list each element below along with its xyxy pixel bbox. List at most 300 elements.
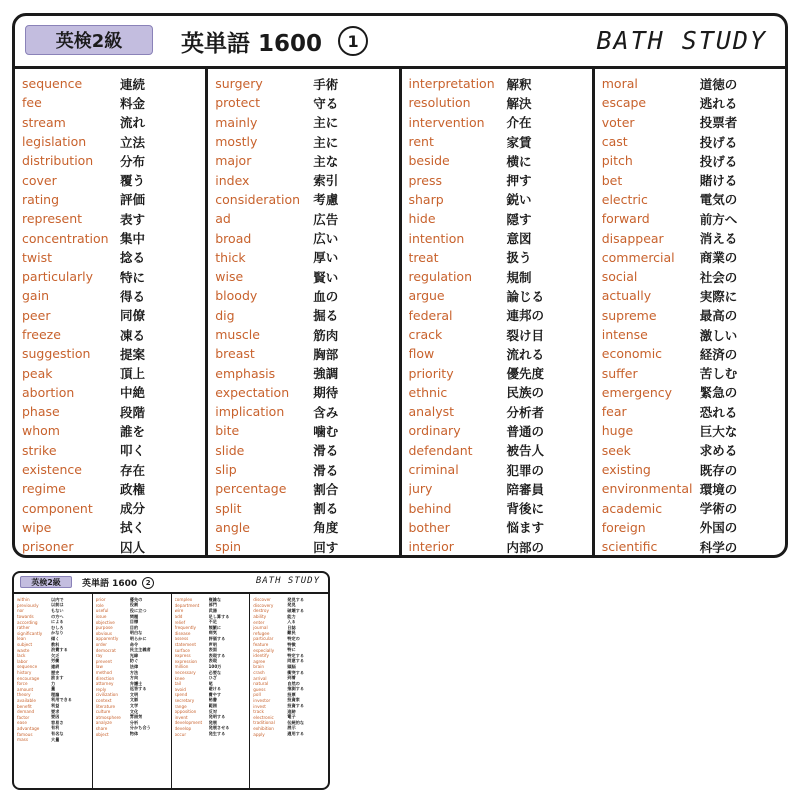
japanese-meaning: 扱う	[506, 250, 532, 266]
word-columns	[14, 594, 328, 788]
english-word: ability	[253, 614, 267, 620]
level-badge: 英検2級	[20, 576, 72, 588]
word-entry	[22, 286, 199, 305]
english-word: guess	[253, 686, 266, 692]
word-entry	[602, 113, 779, 132]
japanese-meaning: 経済の	[699, 346, 738, 362]
japanese-meaning: 欠乏	[51, 652, 60, 658]
english-word: share	[95, 725, 108, 731]
japanese-meaning: 文化	[129, 708, 139, 714]
word-entry	[22, 441, 199, 460]
word-entry	[253, 731, 325, 737]
word-entry	[22, 537, 199, 556]
word-entry	[215, 325, 392, 344]
word-entry	[96, 731, 168, 737]
japanese-meaning: 索引	[313, 173, 339, 189]
english-word: ordinary	[408, 423, 461, 439]
word-entry	[409, 306, 586, 325]
english-word: apparently	[95, 636, 119, 642]
english-word: slide	[215, 442, 245, 458]
english-word: track	[253, 709, 264, 715]
word-entry	[22, 402, 199, 421]
japanese-meaning: 必要な	[208, 669, 222, 675]
word-entry	[215, 383, 392, 402]
japanese-meaning: 道徳の	[699, 76, 738, 92]
japanese-meaning: 容易さ	[51, 719, 64, 725]
word-entry	[602, 344, 779, 363]
word-entry	[602, 151, 779, 170]
japanese-meaning: 日誌	[287, 624, 296, 630]
word-entry	[409, 248, 586, 267]
word-entry	[602, 537, 779, 556]
english-word: crash	[253, 670, 265, 676]
word-entry	[602, 460, 779, 479]
japanese-meaning: 表面	[208, 647, 217, 653]
japanese-meaning: 噛む	[313, 423, 339, 439]
word-entry	[22, 190, 199, 209]
japanese-meaning: むしろ	[51, 624, 64, 630]
word-entry	[215, 306, 392, 325]
word-entry	[602, 421, 779, 440]
english-word: scientific	[601, 539, 658, 555]
japanese-meaning: 優先の	[129, 596, 143, 602]
english-word: economic	[601, 346, 663, 362]
english-word: relief	[174, 619, 186, 625]
word-entry	[22, 113, 199, 132]
english-word: beside	[408, 153, 450, 169]
english-word: fear	[601, 404, 627, 420]
english-word: analyze	[95, 720, 112, 726]
japanese-meaning: 理論	[51, 691, 60, 697]
english-word: necessary	[174, 670, 196, 676]
word-entry	[602, 248, 779, 267]
english-word: available	[17, 697, 36, 703]
word-entry	[215, 441, 392, 460]
japanese-meaning: 不足	[208, 619, 217, 625]
word-entry	[409, 383, 586, 402]
japanese-meaning: 立法	[120, 134, 146, 150]
english-word: add	[174, 614, 183, 620]
english-word: electronic	[253, 714, 274, 720]
word-entry	[215, 151, 392, 170]
word-entry	[409, 93, 586, 112]
english-word: encourage	[17, 675, 40, 681]
english-word: secretary	[174, 697, 195, 703]
japanese-meaning: 段階	[120, 404, 146, 420]
english-word: existence	[22, 462, 82, 478]
japanese-meaning: 以内で	[51, 596, 64, 602]
english-word: escape	[601, 95, 647, 111]
english-word: abortion	[22, 384, 75, 400]
japanese-meaning: 囚人	[120, 539, 146, 555]
word-entry	[602, 363, 779, 382]
japanese-meaning: 隠す	[506, 211, 532, 227]
word-entry	[22, 479, 199, 498]
english-word: distribution	[22, 153, 94, 169]
japanese-meaning: 鋭い	[506, 192, 532, 208]
japanese-meaning: 特定する	[287, 652, 305, 658]
word-entry	[602, 93, 779, 112]
japanese-meaning: 論じる	[506, 288, 545, 304]
japanese-meaning: 励ます	[51, 675, 64, 681]
japanese-meaning: もない	[51, 607, 64, 613]
english-word: refugee	[253, 630, 270, 636]
english-word: surface	[174, 647, 190, 653]
word-entry	[215, 74, 392, 93]
japanese-meaning: 分かち合う	[129, 725, 151, 731]
japanese-meaning: 投票	[287, 691, 296, 697]
english-word: dig	[215, 307, 235, 323]
japanese-meaning: 電気の	[699, 192, 738, 208]
word-entry	[602, 499, 779, 518]
english-word: factor	[17, 714, 30, 720]
sheet-title	[82, 575, 154, 590]
word-entry	[215, 537, 392, 556]
japanese-meaning: 返答する	[129, 686, 147, 692]
word-entry	[215, 402, 392, 421]
english-word: intense	[601, 327, 648, 342]
english-word: role	[95, 602, 104, 608]
english-word: major	[215, 153, 252, 169]
japanese-meaning: 入る	[287, 619, 296, 625]
english-word: slip	[215, 462, 237, 478]
japanese-meaning: 役に立つ	[129, 607, 147, 613]
japanese-meaning: 犯罪の	[506, 462, 545, 478]
english-word: traditional	[253, 720, 275, 726]
english-word: breast	[215, 346, 255, 362]
english-word: bother	[408, 519, 450, 535]
japanese-meaning: 発明する	[208, 714, 226, 720]
japanese-meaning: 連邦の	[506, 308, 545, 324]
japanese-meaning: 頻繁に	[208, 624, 222, 630]
english-word: criminal	[408, 462, 459, 478]
english-word: muscle	[215, 327, 260, 342]
word-entry	[409, 441, 586, 460]
japanese-meaning: 自然の	[287, 680, 300, 686]
word-entry	[409, 499, 586, 518]
english-word: fee	[22, 95, 42, 111]
english-word: atmosphere	[95, 714, 121, 720]
japanese-meaning: 消える	[699, 231, 738, 247]
english-word: within	[17, 597, 30, 603]
english-word: peer	[22, 307, 51, 323]
sheet-header	[14, 573, 328, 594]
japanese-meaning: 規制	[506, 269, 532, 285]
japanese-meaning: 押す	[506, 173, 532, 189]
japanese-meaning: 目標	[129, 619, 139, 625]
english-word: analyst	[408, 404, 455, 420]
english-word: spend	[174, 692, 188, 698]
japanese-meaning: 割合	[313, 481, 339, 497]
japanese-meaning: 厚い	[313, 250, 339, 266]
english-word: wise	[215, 269, 244, 285]
japanese-meaning: 同意する	[287, 658, 305, 664]
japanese-meaning: 巨大な	[699, 423, 738, 439]
english-word: bet	[601, 172, 623, 188]
japanese-meaning: 解決	[506, 95, 532, 111]
japanese-meaning: 同僚	[120, 308, 146, 324]
english-word: civilization	[95, 692, 118, 698]
english-word: assess	[174, 636, 189, 642]
english-word: labor	[17, 658, 28, 664]
japanese-meaning: 主な	[313, 153, 339, 169]
japanese-meaning: 方法	[129, 669, 139, 675]
japanese-meaning: 求める	[699, 443, 738, 459]
word-entry	[215, 170, 392, 189]
english-word: brain	[253, 664, 265, 670]
japanese-meaning: 破壊する	[287, 607, 305, 613]
japanese-meaning: 分布	[120, 153, 146, 169]
japanese-meaning: 連続	[120, 76, 146, 92]
japanese-meaning: 特徴	[287, 641, 296, 647]
japanese-meaning: 光線	[129, 652, 139, 658]
word-column	[399, 69, 592, 555]
word-entry	[602, 325, 779, 344]
japanese-meaning: 存在	[120, 462, 146, 478]
japanese-meaning: 伝統的な	[287, 719, 305, 725]
japanese-meaning: 掘る	[313, 308, 339, 324]
word-entry	[602, 286, 779, 305]
word-entry	[215, 93, 392, 112]
word-entry	[215, 460, 392, 479]
word-entry	[602, 267, 779, 286]
japanese-meaning: 評価	[120, 192, 146, 208]
brand-logo: BATH STUDY	[255, 576, 320, 586]
english-word: expression	[174, 658, 198, 664]
japanese-meaning: による	[51, 619, 64, 625]
japanese-meaning: 武器	[208, 607, 217, 613]
japanese-meaning: 表す	[120, 211, 146, 227]
japanese-meaning: 明白な	[129, 630, 143, 636]
english-word: complex	[174, 597, 193, 603]
japanese-meaning: 回す	[313, 539, 339, 555]
brand-logo: BATH STUDY	[596, 26, 767, 55]
english-word: sequence	[17, 664, 38, 670]
english-word: component	[22, 500, 93, 516]
japanese-meaning: 学術の	[699, 501, 738, 517]
english-word: discovery	[253, 602, 274, 608]
word-entry	[22, 132, 199, 151]
word-entry	[215, 499, 392, 518]
japanese-meaning: 背後に	[506, 501, 545, 517]
word-entry	[175, 731, 247, 737]
japanese-meaning: 意図	[506, 231, 532, 247]
english-word: emphasis	[215, 365, 276, 381]
japanese-meaning: 役割	[129, 602, 139, 608]
japanese-meaning: 歴史	[51, 669, 60, 675]
japanese-meaning: の方へ	[51, 613, 64, 619]
english-word: benefit	[17, 703, 32, 709]
english-word: objective	[95, 619, 115, 625]
word-entry	[409, 286, 586, 305]
english-word: suffer	[601, 365, 638, 381]
japanese-meaning: 賢い	[313, 269, 339, 285]
english-word: order	[95, 642, 107, 648]
word-entry	[409, 132, 586, 151]
japanese-meaning: 100万	[208, 663, 222, 669]
english-word: behind	[408, 500, 452, 516]
word-entry	[602, 383, 779, 402]
english-word: ethnic	[408, 384, 448, 400]
word-entry	[409, 460, 586, 479]
english-word: forward	[601, 211, 650, 227]
vocab-sheet-2-thumbnail[interactable]	[12, 571, 330, 790]
word-entry	[22, 421, 199, 440]
japanese-meaning: 目的	[129, 624, 139, 630]
japanese-meaning: 能力	[287, 613, 296, 619]
english-word: freeze	[22, 327, 61, 342]
japanese-meaning: 誰を	[120, 423, 146, 439]
english-word: spin	[215, 539, 242, 555]
english-word: broad	[215, 230, 252, 246]
japanese-meaning: 秘書	[208, 697, 217, 703]
japanese-meaning: ひざ	[208, 675, 217, 681]
english-word: argue	[408, 288, 445, 304]
japanese-meaning: 含み	[313, 404, 339, 420]
english-word: expectation	[215, 384, 290, 400]
word-entry	[409, 402, 586, 421]
english-word: seek	[601, 442, 631, 458]
japanese-meaning: 前方へ	[699, 211, 738, 227]
word-entry	[215, 113, 392, 132]
japanese-meaning: 法律	[129, 663, 139, 669]
english-word: literature	[95, 703, 116, 709]
japanese-meaning: 命令	[129, 641, 139, 647]
english-word: exhibition	[253, 725, 274, 731]
sheet-number: 1	[338, 26, 368, 56]
english-word: nor	[17, 608, 24, 614]
japanese-meaning: 頭脳	[287, 663, 296, 669]
word-entry	[215, 248, 392, 267]
english-word: opposition	[174, 709, 197, 715]
japanese-meaning: 広告	[313, 211, 339, 227]
word-entry	[409, 344, 586, 363]
word-entry	[22, 170, 199, 189]
english-word: percentage	[215, 481, 287, 497]
word-entry	[602, 228, 779, 247]
sheet-header	[15, 16, 785, 69]
english-word: supreme	[601, 307, 657, 323]
japanese-meaning: 発見する	[287, 596, 305, 602]
japanese-meaning: 投資家	[287, 697, 300, 703]
english-word: prisoner	[22, 539, 74, 555]
japanese-meaning: 成分	[120, 501, 146, 517]
japanese-meaning: 期待	[313, 385, 339, 401]
japanese-meaning: 料金	[120, 95, 146, 111]
japanese-meaning: 優先度	[506, 366, 545, 382]
japanese-meaning: 有利	[51, 725, 60, 731]
english-word: regime	[22, 481, 66, 497]
level-badge: 英検2級	[25, 25, 153, 55]
english-word: mass	[17, 737, 29, 743]
word-entry	[602, 402, 779, 421]
japanese-meaning: 複雑な	[208, 596, 222, 602]
japanese-meaning: かなり	[51, 630, 64, 636]
japanese-meaning: 要求	[51, 708, 60, 714]
word-entry	[409, 190, 586, 209]
japanese-meaning: 頂上	[120, 366, 146, 382]
english-word: occur	[174, 731, 187, 737]
english-word: statement	[174, 642, 197, 648]
word-entry	[22, 228, 199, 247]
english-word: especially	[253, 647, 275, 653]
word-entry	[409, 267, 586, 286]
sheet-title	[181, 22, 368, 60]
japanese-meaning: 部門	[208, 602, 217, 608]
english-word: particular	[253, 636, 274, 642]
japanese-meaning: 分析者	[506, 404, 545, 420]
english-word: development	[174, 720, 203, 726]
japanese-meaning: 割る	[313, 501, 339, 517]
english-word: wire	[174, 608, 184, 614]
japanese-meaning: 表現する	[208, 652, 226, 658]
japanese-meaning: 声明	[208, 641, 217, 647]
japanese-meaning: 足し算する	[208, 613, 230, 619]
english-word: natural	[253, 681, 269, 687]
english-word: history	[17, 670, 32, 676]
japanese-meaning: 既存の	[699, 462, 738, 478]
japanese-meaning: 雰囲気	[129, 714, 143, 720]
word-entry	[409, 228, 586, 247]
english-word: destroy	[253, 608, 269, 614]
english-word: obvious	[95, 630, 113, 636]
japanese-meaning: 叩く	[120, 443, 146, 459]
english-word: angle	[215, 519, 250, 535]
english-word: according	[17, 619, 38, 625]
english-word: context	[95, 697, 112, 703]
title-text: 英単語 1600	[181, 30, 323, 57]
word-entry	[215, 132, 392, 151]
japanese-meaning: 表現	[208, 658, 217, 664]
word-entry	[22, 248, 199, 267]
english-word: press	[408, 172, 443, 188]
word-column	[14, 594, 92, 788]
japanese-meaning: 難民	[287, 630, 296, 636]
japanese-meaning: 内部の	[506, 539, 545, 555]
english-word: suggestion	[22, 346, 91, 362]
english-word: method	[95, 670, 112, 676]
word-column	[592, 69, 785, 555]
english-word: demand	[17, 709, 35, 715]
english-word: resolution	[408, 95, 471, 111]
japanese-meaning: 発見	[287, 602, 296, 608]
title-text: 英単語 1600	[82, 579, 138, 589]
word-entry	[602, 132, 779, 151]
japanese-meaning: 強調	[313, 366, 339, 382]
english-word: surgery	[215, 76, 263, 92]
english-word: feature	[253, 642, 269, 648]
japanese-meaning: 介在	[506, 115, 532, 131]
japanese-meaning: 投票者	[699, 115, 738, 131]
english-word: interpretation	[408, 76, 495, 92]
japanese-meaning: 角度	[313, 520, 339, 536]
word-entry	[22, 363, 199, 382]
english-word: cover	[22, 172, 57, 188]
japanese-meaning: 流れる	[506, 346, 545, 362]
word-entry	[22, 93, 199, 112]
english-word: poll	[253, 692, 261, 698]
english-word: significantly	[17, 630, 43, 636]
english-word: department	[174, 602, 200, 608]
english-word: huge	[601, 423, 634, 439]
english-word: identify	[253, 653, 269, 659]
japanese-meaning: 考慮	[313, 192, 339, 208]
japanese-meaning: 守る	[313, 95, 339, 111]
english-word: ad	[215, 211, 231, 227]
japanese-meaning: 解釈	[506, 76, 532, 92]
english-word: famous	[17, 731, 33, 737]
japanese-meaning: 主に	[313, 115, 339, 131]
